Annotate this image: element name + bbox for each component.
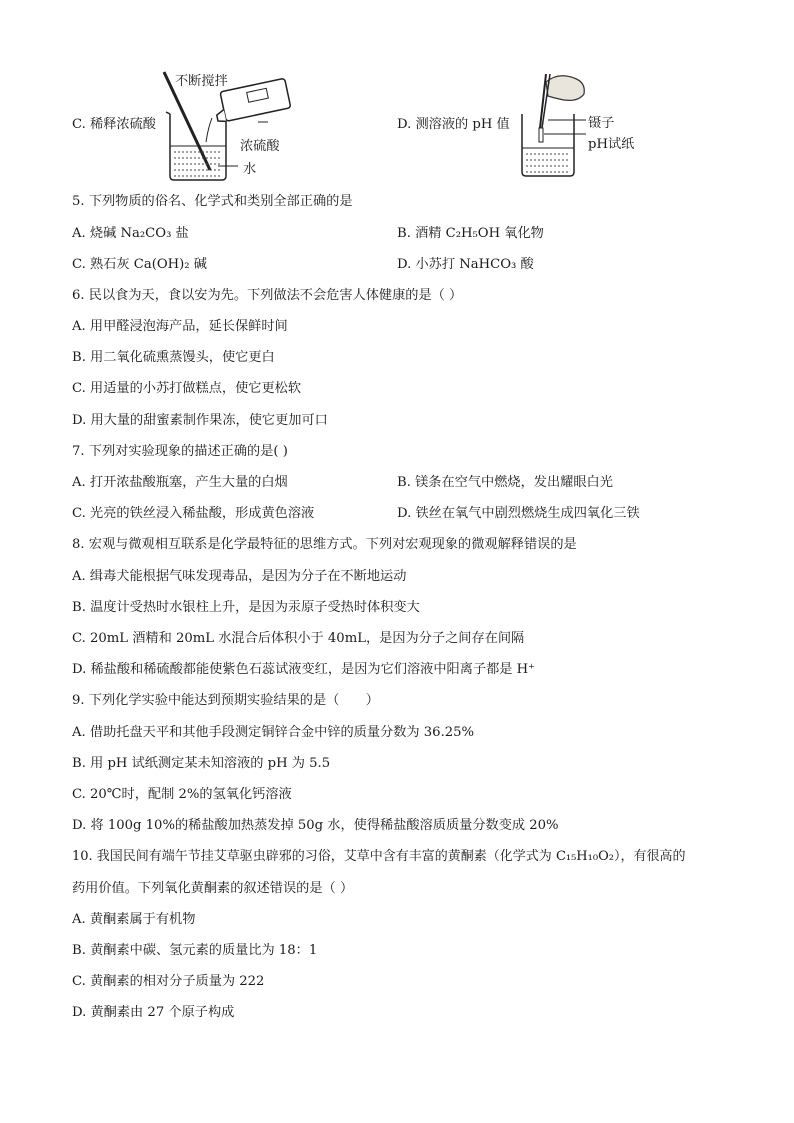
label-stir: 不断搅拌 [175,74,228,89]
q7-option-a[interactable]: A. 打开浓盐酸瓶塞，产生大量的白烟 [72,475,288,490]
q10-option-a[interactable]: A. 黄酮素属于有机物 [72,912,196,927]
option-d-measure-ph: D. 测溶液的 pH 值 [397,117,510,132]
q6-option-b[interactable]: B. 用二氧化硫熏蒸馒头，使它更白 [72,350,275,365]
hand [546,76,584,101]
q9-option-b[interactable]: B. 用 pH 试纸测定某未知溶液的 pH 为 5.5 [72,756,331,771]
q6-option-d[interactable]: D. 用大量的甜蜜素制作果冻，使它更加可口 [72,413,328,428]
q9-option-c[interactable]: C. 20℃时，配制 2%的氢氧化钙溶液 [72,787,292,802]
q7-option-b[interactable]: B. 镁条在空气中燃烧，发出耀眼白光 [397,475,613,490]
label-tweezers: 镊子 [588,116,615,131]
beaker [522,114,574,176]
label-water: 水 [243,162,257,177]
q9-option-a[interactable]: A. 借助托盘天平和其他手段测定铜锌合金中锌的质量分数为 36.25% [72,725,475,740]
option-c-dilute-acid: C. 稀释浓硫酸 [72,117,156,132]
q6-option-c[interactable]: C. 用适量的小苏打做糕点，使它更松软 [72,381,302,396]
q10-option-b[interactable]: B. 黄酮素中碳、氢元素的质量比为 18：1 [72,943,318,958]
q9-option-d[interactable]: D. 将 100g 10%的稀盐酸加热蒸发掉 50g 水，使得稀盐酸溶质质量分数变成 20% [72,818,559,833]
label-ph-paper: pH试纸 [588,137,635,152]
q7-stem: 7. 下列对实验现象的描述正确的是( ) [72,444,288,459]
water-dots [174,152,222,176]
q8-option-a[interactable]: A. 缉毒犬能根据气味发现毒品，是因为分子在不断地运动 [72,569,407,584]
q7-option-d[interactable]: D. 铁丝在氧气中剧烈燃烧生成四氧化三铁 [397,506,640,521]
q5-option-c[interactable]: C. 熟石灰 Ca(OH)₂ 碱 [72,257,207,272]
q10-option-d[interactable]: D. 黄酮素由 27 个原子构成 [72,1005,235,1020]
q6-option-a[interactable]: A. 用甲醛浸泡海产品，延长保鲜时间 [72,319,288,334]
label-concentrated-acid: 浓硫酸 [240,139,280,154]
q5-option-d[interactable]: D. 小苏打 NaHCO₃ 酸 [397,257,534,272]
q5-option-b[interactable]: B. 酒精 C₂H₅OH 氧化物 [397,226,544,241]
q5-stem: 5. 下列物质的俗名、化学式和类别全部正确的是 [72,194,353,209]
q8-option-b[interactable]: B. 温度计受热时水银柱上升，是因为汞原子受热时体积变大 [72,600,420,615]
q7-option-c[interactable]: C. 光亮的铁丝浸入稀盐酸，形成黄色溶液 [72,506,315,521]
q9-stem: 9. 下列化学实验中能达到预期实验结果的是（ ） [72,693,379,708]
q8-stem: 8. 宏观与微观相互联系是化学最特征的思维方式。下列对宏观现象的微观解释错误的是 [72,537,577,552]
q5-option-a[interactable]: A. 烧碱 Na₂CO₃ 盐 [72,226,189,241]
q10-stem-line2: 药用价值。下列氧化黄酮素的叙述错误的是（ ） [72,881,354,896]
ph-paper [539,128,543,142]
q6-stem: 6. 民以食为天，食以安为先。下列做法不会危害人体健康的是（ ） [72,288,463,303]
q8-option-c[interactable]: C. 20mL 酒精和 20mL 水混合后体积小于 40mL，是因为分子之间存在间隔 [72,631,525,646]
q10-option-c[interactable]: C. 黄酮素的相对分子质量为 222 [72,974,265,989]
q8-option-d[interactable]: D. 稀盐酸和稀硫酸都能使紫色石蕊试液变红，是因为它们溶液中阳离子都是 H⁺ [72,662,536,677]
q10-stem-line1: 10. 我国民间有端午节挂艾草驱虫辟邪的习俗，艾草中含有丰富的黄酮素（化学式为 C₁₅H₁₀O₂），有很高的 [72,849,686,864]
